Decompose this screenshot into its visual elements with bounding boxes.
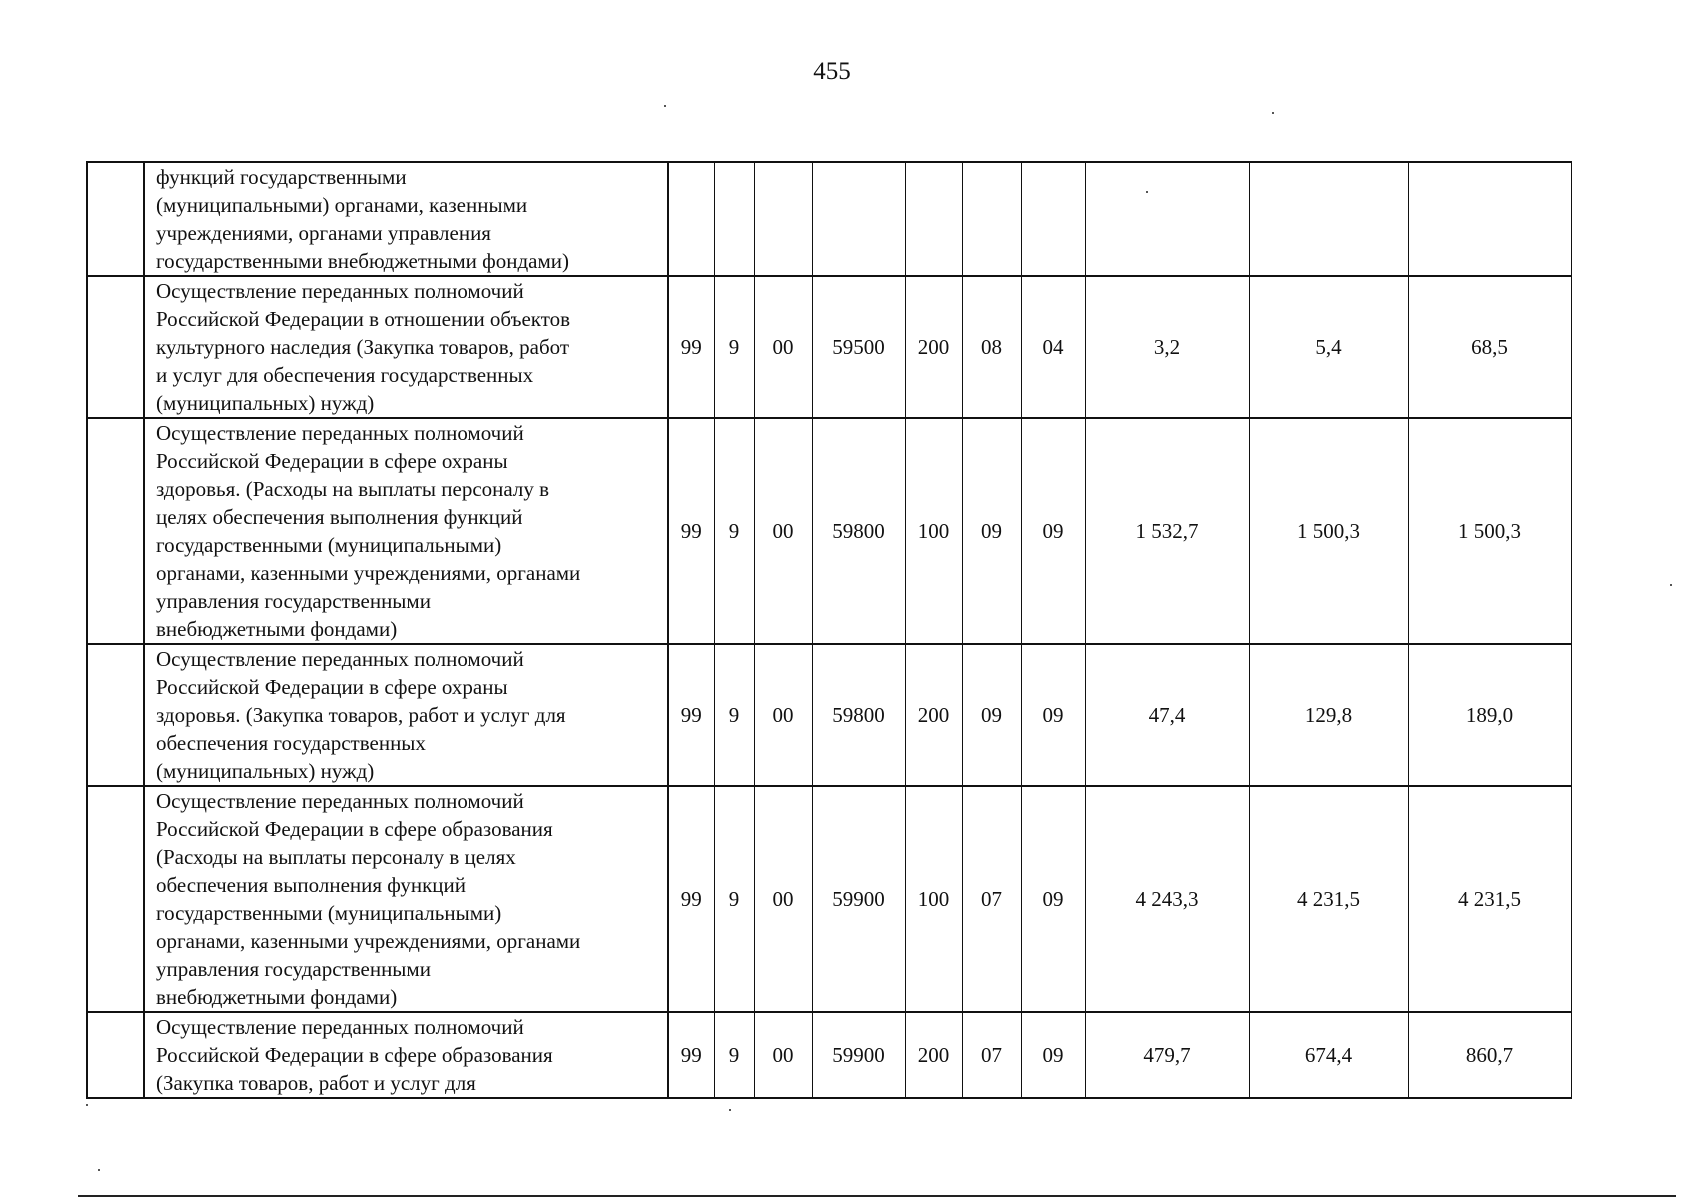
amount-year-1-cell: 479,7 — [1085, 1012, 1249, 1098]
row-number-cell — [87, 1012, 144, 1098]
amount-year-3-cell: 4 231,5 — [1408, 786, 1571, 1012]
amount-year-3-cell: 189,0 — [1408, 644, 1571, 786]
description-line: обеспечения выполнения функций — [156, 873, 467, 897]
description-line: Осуществление переданных полномочий — [156, 1015, 524, 1039]
subprogram-code-cell: 9 — [714, 276, 754, 418]
amount-year-2-cell: 129,8 — [1249, 644, 1408, 786]
amount-year-2-cell: 4 231,5 — [1249, 786, 1408, 1012]
description-line: Российской Федерации в сфере образования — [156, 817, 553, 841]
table-row — [87, 786, 1571, 1012]
description-line: Российской Федерации в сфере охраны — [156, 675, 508, 699]
description-line: государственными (муниципальными) — [156, 901, 502, 925]
description-line: органами, казенными учреждениями, органами — [156, 929, 581, 953]
amount-year-1-cell: 47,4 — [1085, 644, 1249, 786]
page-number: 455 — [813, 58, 851, 85]
scan-speck — [664, 105, 666, 107]
program-code-cell: 99 — [668, 418, 714, 644]
table-row — [87, 418, 1571, 644]
direction-code-cell: 59900 — [812, 786, 905, 1012]
description-line: внебюджетными фондами) — [156, 617, 398, 641]
scan-speck — [98, 1169, 100, 1171]
scan-speck — [1670, 584, 1672, 586]
description-line: органами, казенными учреждениями, органами — [156, 561, 581, 585]
description-line: Российской Федерации в сфере охраны — [156, 449, 508, 473]
section-cell: 09 — [962, 644, 1021, 786]
description-line: Российской Федерации в сфере образования — [156, 1043, 553, 1067]
direction-code-cell: 59900 — [812, 1012, 905, 1098]
program-code-cell: 99 — [668, 786, 714, 1012]
description-line: Осуществление переданных полномочий — [156, 279, 524, 303]
description-line: целях обеспечения выполнения функций — [156, 505, 523, 529]
scan-speck — [86, 1104, 88, 1106]
amount-year-2-cell: 1 500,3 — [1249, 418, 1408, 644]
budget-table — [86, 161, 1572, 1099]
subprogram-code-cell — [714, 162, 754, 276]
scan-speck — [729, 1109, 731, 1111]
description-line: Осуществление переданных полномочий — [156, 421, 524, 445]
expense-type-cell: 100 — [905, 786, 962, 1012]
subprogram-code-cell: 9 — [714, 786, 754, 1012]
main-measure-code-cell: 00 — [754, 418, 812, 644]
row-number-cell — [87, 418, 144, 644]
subprogram-code-cell: 9 — [714, 418, 754, 644]
description-line: государственными внебюджетными фондами) — [156, 249, 570, 273]
program-code-cell: 99 — [668, 276, 714, 418]
amount-year-3-cell — [1408, 162, 1571, 276]
main-measure-code-cell — [754, 162, 812, 276]
description-line: Осуществление переданных полномочий — [156, 647, 524, 671]
description-line: Осуществление переданных полномочий — [156, 789, 524, 813]
description-line: и услуг для обеспечения государственных — [156, 363, 534, 387]
description-line: учреждениями, органами управления — [156, 221, 491, 245]
description-line: (Закупка товаров, работ и услуг для — [156, 1071, 476, 1095]
subsection-cell: 04 — [1021, 276, 1085, 418]
amount-year-2-cell — [1249, 162, 1408, 276]
description-line: функций государственными — [156, 165, 407, 189]
description-cell — [144, 786, 668, 1012]
expense-type-cell: 200 — [905, 276, 962, 418]
table-body — [87, 162, 1571, 1098]
section-cell: 07 — [962, 786, 1021, 1012]
description-cell — [144, 644, 668, 786]
subsection-cell: 09 — [1021, 418, 1085, 644]
direction-code-cell: 59800 — [812, 418, 905, 644]
main-measure-code-cell: 00 — [754, 644, 812, 786]
main-measure-code-cell: 00 — [754, 1012, 812, 1098]
row-number-cell — [87, 162, 144, 276]
scan-speck — [1272, 112, 1274, 114]
description-line: государственными (муниципальными) — [156, 533, 502, 557]
direction-code-cell: 59800 — [812, 644, 905, 786]
expense-type-cell: 100 — [905, 418, 962, 644]
section-cell — [962, 162, 1021, 276]
description-line: управления государственными — [156, 957, 431, 981]
description-cell — [144, 1012, 668, 1098]
scan-speck — [1146, 191, 1148, 193]
table-row — [87, 162, 1571, 276]
subprogram-code-cell: 9 — [714, 644, 754, 786]
direction-code-cell: 59500 — [812, 276, 905, 418]
main-measure-code-cell: 00 — [754, 276, 812, 418]
subsection-cell — [1021, 162, 1085, 276]
description-line: здоровья. (Закупка товаров, работ и услуг для — [156, 703, 566, 727]
main-measure-code-cell: 00 — [754, 786, 812, 1012]
description-cell — [144, 418, 668, 644]
description-line: (Расходы на выплаты персоналу в целях — [156, 845, 516, 869]
description-line: здоровья. (Расходы на выплаты персоналу в — [156, 477, 550, 501]
amount-year-3-cell: 68,5 — [1408, 276, 1571, 418]
amount-year-1-cell: 3,2 — [1085, 276, 1249, 418]
expense-type-cell — [905, 162, 962, 276]
amount-year-3-cell: 860,7 — [1408, 1012, 1571, 1098]
subsection-cell: 09 — [1021, 1012, 1085, 1098]
amount-year-1-cell: 1 532,7 — [1085, 418, 1249, 644]
subprogram-code-cell: 9 — [714, 1012, 754, 1098]
row-number-cell — [87, 644, 144, 786]
amount-year-1-cell: 4 243,3 — [1085, 786, 1249, 1012]
table-row — [87, 644, 1571, 786]
amount-year-3-cell: 1 500,3 — [1408, 418, 1571, 644]
program-code-cell: 99 — [668, 644, 714, 786]
description-cell — [144, 162, 668, 276]
description-line: культурного наследия (Закупка товаров, работ — [156, 335, 570, 359]
description-line: (муниципальных) нужд) — [156, 759, 375, 783]
program-code-cell: 99 — [668, 1012, 714, 1098]
description-line: (муниципальными) органами, казенными — [156, 193, 528, 217]
direction-code-cell — [812, 162, 905, 276]
description-line: Российской Федерации в отношении объектов — [156, 307, 571, 331]
description-line: обеспечения государственных — [156, 731, 426, 755]
table-row — [87, 1012, 1571, 1098]
section-cell: 09 — [962, 418, 1021, 644]
section-cell: 08 — [962, 276, 1021, 418]
expense-type-cell: 200 — [905, 1012, 962, 1098]
description-line: (муниципальных) нужд) — [156, 391, 375, 415]
amount-year-1-cell — [1085, 162, 1249, 276]
description-cell — [144, 276, 668, 418]
row-number-cell — [87, 276, 144, 418]
subsection-cell: 09 — [1021, 644, 1085, 786]
section-cell: 07 — [962, 1012, 1021, 1098]
subsection-cell: 09 — [1021, 786, 1085, 1012]
amount-year-2-cell: 674,4 — [1249, 1012, 1408, 1098]
program-code-cell — [668, 162, 714, 276]
description-line: внебюджетными фондами) — [156, 985, 398, 1009]
page-bottom-rule — [78, 1195, 1676, 1197]
table-row — [87, 276, 1571, 418]
expense-type-cell: 200 — [905, 644, 962, 786]
description-line: управления государственными — [156, 589, 431, 613]
row-number-cell — [87, 786, 144, 1012]
amount-year-2-cell: 5,4 — [1249, 276, 1408, 418]
